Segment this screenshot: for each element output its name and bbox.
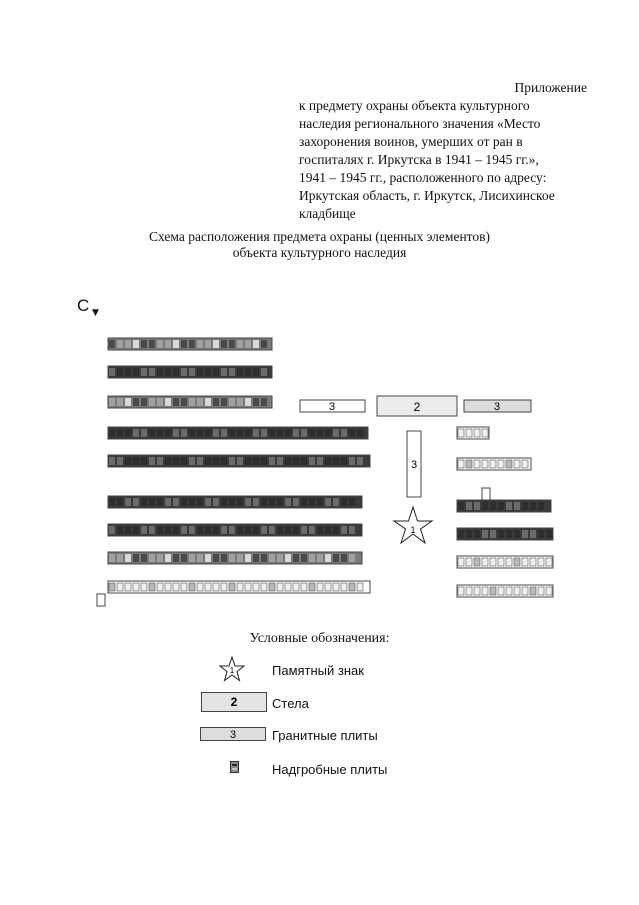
- site-plan: [0, 320, 639, 620]
- tombstone-row: [108, 338, 272, 350]
- granite-slab-number: 3: [328, 401, 336, 413]
- grave-plates: [108, 338, 553, 597]
- tombstone-row: [108, 455, 370, 467]
- tombstone-row: [457, 427, 489, 439]
- tombstone-row: [108, 366, 272, 378]
- subject-line: к предмету охраны объекта культурного: [299, 98, 530, 113]
- appendix-subject: [299, 97, 587, 223]
- legend-symbol-number: 3: [229, 729, 237, 741]
- granite-legend-icon: [200, 727, 266, 741]
- legend-label-memorial: Памятный знак: [272, 663, 364, 678]
- subject-line: 1941 – 1945 гг., расположенного по адресу:: [299, 170, 547, 185]
- tombstone-row: [457, 556, 553, 568]
- memorial-star-icon: [218, 655, 246, 683]
- subject-line: захоронения воинов, умерших от ран в: [299, 134, 523, 149]
- granite-slab-number: 3: [410, 459, 418, 471]
- tombstone-legend-icon: [230, 761, 239, 773]
- scheme-subtitle: объекта культурного наследия: [232, 245, 407, 260]
- legend-label-stele: Стела: [272, 696, 309, 711]
- tombstone-row: [108, 581, 370, 593]
- north-arrow-icon: ▼: [92, 308, 99, 318]
- grave-plate-small: [482, 488, 490, 500]
- granite-slab-number: 3: [493, 401, 501, 413]
- subject-line: кладбище: [299, 206, 356, 221]
- memorial-number: 1: [410, 525, 416, 535]
- subject-line: госпиталях г. Иркутска в 1941 – 1945 гг.»,: [299, 152, 539, 167]
- stele-legend-icon: [201, 692, 267, 712]
- appendix-label: Приложение: [514, 80, 587, 95]
- subject-line: Иркутская область, г. Иркутск, Лисихинское: [299, 188, 555, 203]
- subject-line: наследия регионального значения «Место: [299, 116, 541, 131]
- legend-label-granite: Гранитные плиты: [272, 728, 378, 743]
- legend-symbol-number: 1: [229, 666, 235, 675]
- legend-symbol-number: 2: [230, 695, 238, 709]
- legend-label-tombstone: Надгробные плиты: [272, 762, 388, 777]
- scheme-title: Схема расположения предмета охраны (ценных элементов): [148, 229, 491, 244]
- north-label: С: [77, 296, 90, 315]
- tombstone-row: [457, 585, 553, 597]
- legend-title: Условные обозначения:: [249, 631, 390, 646]
- tombstone-row: [108, 396, 272, 408]
- tombstone-row: [457, 528, 553, 540]
- stele-number: 2: [413, 400, 421, 414]
- tombstone-row: [108, 552, 362, 564]
- tombstone-row: [108, 524, 362, 536]
- tombstone-row: [457, 458, 531, 470]
- tombstone-row: [108, 427, 368, 439]
- grave-plate-small: [97, 594, 105, 606]
- tombstone-row: [457, 500, 551, 512]
- tombstone-row: [108, 496, 362, 508]
